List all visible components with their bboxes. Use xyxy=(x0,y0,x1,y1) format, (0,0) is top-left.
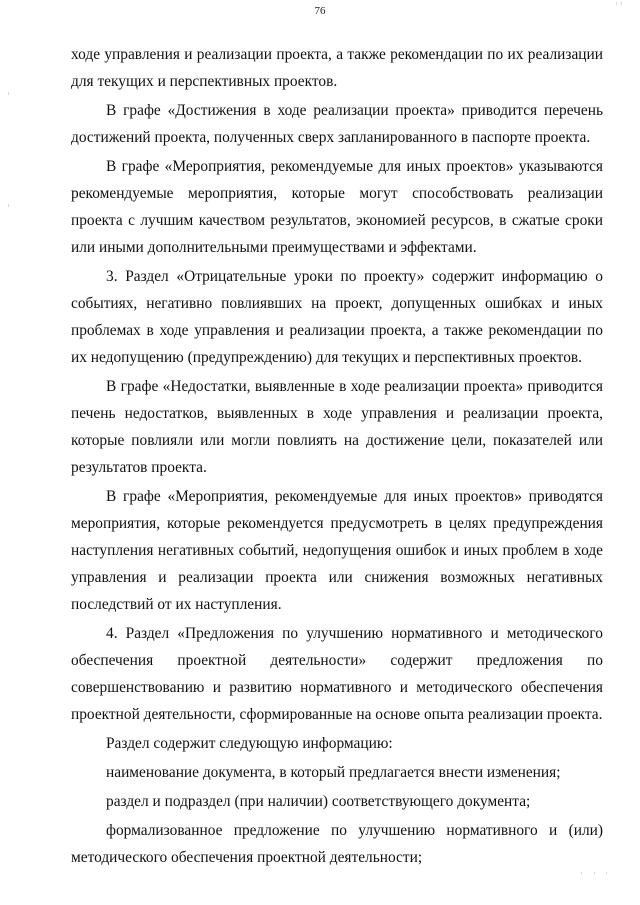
document-body xyxy=(71,41,603,871)
paragraph-shortcomings: В графе «Недостатки, выявленные в ходе реализации проекта» приводится печень недостатков, выявленных в ходе управления и реализации проекта, которые повлияли или могли повлиять на достижение цели, показателей или результатов проекта. xyxy=(71,378,603,476)
paragraph-document-section: раздел и подраздел (при наличии) соответствующего документа; xyxy=(106,793,531,810)
page-number: 76 xyxy=(314,5,326,17)
paragraph-negative-lessons: 3. Раздел «Отрицательные уроки по проекту» содержит информацию о событиях, негативно повлиявших на проект, допущенных ошибках и иных проблемах в ходе управления и реализации проекта, а также рекомендации по их недопущению (предупреждению) для текущих и перспективных проектов. xyxy=(71,268,603,366)
paragraph-preventive-measures: В графе «Мероприятия, рекомендуемые для иных проектов» приводятся мероприятия, которые рекомендуется предусмотреть в целях предупреждения наступления негативных событий, недопущения ошибок и иных проблем в ходе управления и реализации проекта или снижения возможных негативных последствий от их наступления. xyxy=(71,488,603,613)
scan-speck xyxy=(594,872,595,874)
paragraph-recommended-measures: В графе «Мероприятия, рекомендуемые для иных проектов» указываются рекомендуемые мероприятия, которые могут способствовать реализации проекта с лучшим качеством результатов, экономией ресурсов, в сжатые сроки или иными дополнительными преимуществами и эффектами. xyxy=(71,158,603,256)
paragraph-formalized-proposal: формализованное предложение по улучшению нормативного и (или) методического обеспечения проектной деятельности; xyxy=(71,822,603,866)
paragraph-achievements: В графе «Достижения в ходе реализации проекта» приводится перечень достижений проекта, полученных сверх запланированного в паспорте проекта. xyxy=(71,102,603,146)
scan-speck xyxy=(581,872,582,874)
scan-speck xyxy=(8,204,9,207)
scan-speck xyxy=(606,872,607,874)
paragraph-section-content: Раздел содержит следующую информацию: xyxy=(106,735,393,752)
paragraph-continuation: ходе управления и реализации проекта, а также рекомендации по их реализации для текущих и перспективных проектов. xyxy=(71,46,603,90)
paragraph-improvement-proposals: 4. Раздел «Предложения по улучшению нормативного и методического обеспечения проектной деятельности» содержит предложения по совершенствованию и развитию нормативного и методического обеспечения проектной деятельности, сформированные на основе опыта реализации проекта. xyxy=(71,625,603,723)
scan-speck xyxy=(8,92,9,95)
paragraph-document-name: наименование документа, в который предлагается внести изменения; xyxy=(106,764,561,781)
